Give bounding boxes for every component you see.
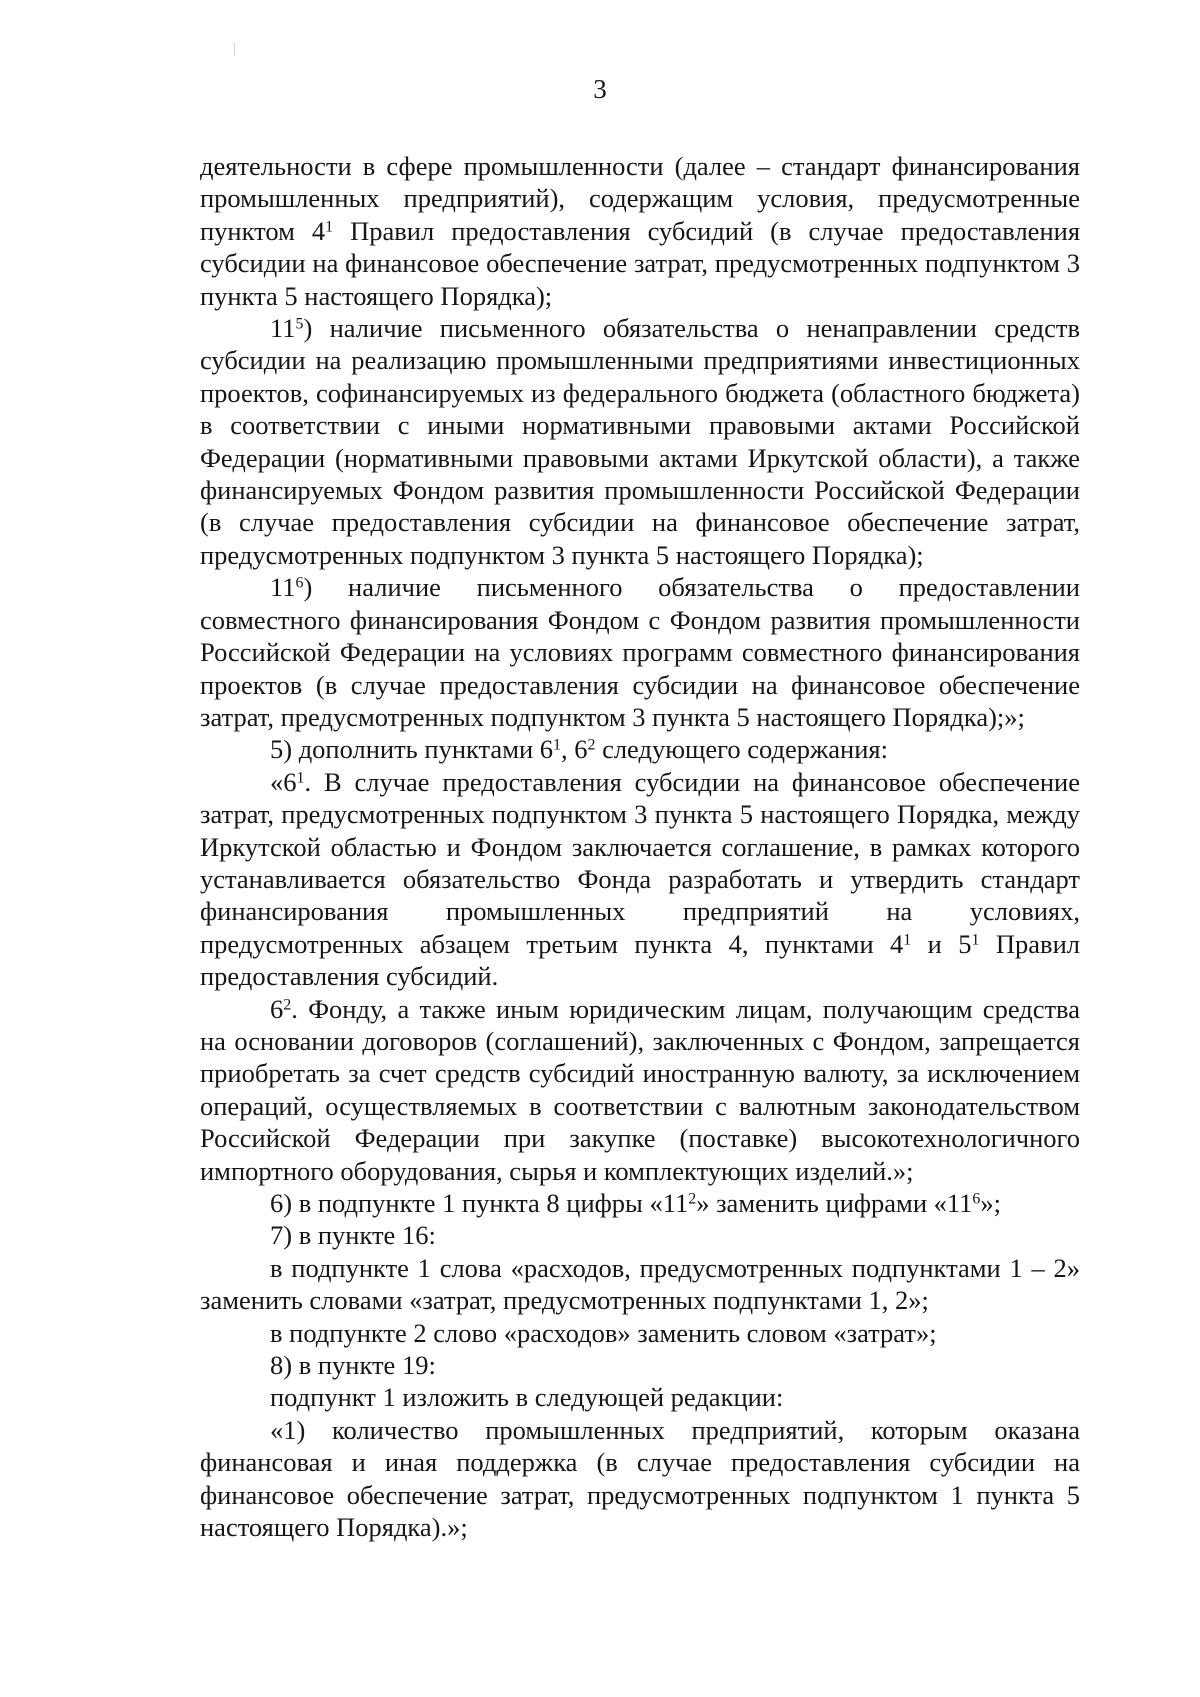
superscript: 1 [903, 931, 912, 949]
paragraph-text: 8) в пункте 19: [270, 1350, 436, 1381]
paragraph-text: 11 [270, 572, 296, 603]
paragraph [200, 733, 1080, 765]
paragraph [200, 1317, 1080, 1349]
paragraph-text: Правил предоставления субсидий. [200, 928, 1080, 992]
superscript: 6 [295, 574, 304, 592]
superscript: 6 [972, 1190, 981, 1208]
superscript: 5 [295, 315, 304, 333]
paragraph-text: 6) в подпункте 1 пункта 8 цифры «11 [270, 1188, 689, 1218]
paragraph [200, 1187, 1080, 1219]
paragraph-text: . В случае предоставления субсидии на финансовое обеспечение затрат, предусмотренных подпунктом 3 пункта 5 настоящего Порядка, между Иркутской областью и Фондом заключается соглашение, в рамках которого устанавливается обязательство Фонда разработать и утвердить стандарт финансирования промышленных предприятий на условиях, предусмотренных абзацем третьим пункта 4, пунктами 4 [200, 766, 1080, 959]
paragraph-text: 7) в пункте 16: [270, 1220, 436, 1251]
paragraph-text: » заменить цифрами «11 [696, 1188, 973, 1218]
paragraph [200, 1252, 1080, 1317]
paragraph-text: »; [980, 1188, 1001, 1218]
paragraph-text: и 5 [911, 928, 972, 959]
paragraph-text: ) наличие письменного обязательства о ненаправлении средств субсидии на реализацию промышленными предприятиями инвестиционных проектов, софинансируемых из федерального бюджета (областного бюджета) в соответствии с иными нормативными правовыми актами Российской Федерации (нормативными правовыми актами Иркутской области), а также финансируемых Фондом развития промышленности Российской Федерации (в случае предоставления субсидии на финансовое обеспечение затрат, предусмотренных подпунктом 3 пункта 5 настоящего Порядка); [200, 313, 1080, 570]
paragraph-text: в подпункте 1 слова «расходов, предусмотренных подпунктами 1 – 2» заменить словами «затрат, предусмотренных подпунктами 1, 2»; [200, 1252, 1080, 1316]
superscript: 1 [553, 736, 561, 754]
paragraph [200, 1219, 1080, 1251]
superscript: 1 [296, 768, 305, 786]
superscript: 1 [325, 218, 334, 236]
paragraph-text: в подпункте 2 слово «расходов» заменить словом «затрат»; [270, 1317, 937, 1348]
paragraph-text: 5) дополнить пунктами 6 [270, 734, 554, 765]
superscript: 2 [283, 995, 292, 1013]
paragraph [200, 150, 1080, 312]
paragraph-text: 6 [270, 993, 284, 1024]
paragraph-text: «1) количество промышленных предприятий, которым оказана финансовая и иная поддержка (в случае предоставления субсидии на финансовое обеспечение затрат, предусмотренных подпунктом 1 пункта 5 настоящего Порядка).»; [200, 1414, 1080, 1543]
paragraph [200, 1381, 1080, 1413]
paragraph-text: подпункт 1 изложить в следующей редакции: [270, 1382, 784, 1413]
paragraph [200, 766, 1080, 993]
paragraph-text: ) наличие письменного обязательства о предоставлении совместного финансирования Фондом с Фондом развития промышленности Российской Федерации на условиях программ совместного финансирования проектов (в случае предоставления субсидии на финансовое обеспечение затрат, предусмотренных подпунктом 3 пункта 5 настоящего Порядка);»; [200, 572, 1080, 732]
document-body [200, 150, 1080, 1543]
paragraph [200, 571, 1080, 733]
paragraph-text: деятельности в сфере промышленности (далее – стандарт финансирования промышленных предприятий), содержащим условия, предусмотренные пунктом 4 [200, 151, 1080, 246]
paragraph [200, 312, 1080, 571]
paragraph [200, 1349, 1080, 1381]
paragraph-text: «6 [270, 766, 297, 797]
paragraph [200, 1414, 1080, 1544]
paragraph-text: следующего содержания: [595, 734, 888, 765]
superscript: 1 [971, 931, 980, 949]
paragraph-text: Правил предоставления субсидий (в случае предоставления субсидии на финансовое обеспечение затрат, предусмотренных подпунктом 3 пункта 5 настоящего Порядка); [200, 215, 1081, 311]
superscript: 2 [587, 736, 596, 754]
page-number: 3 [593, 74, 607, 104]
paragraph-text: 11 [270, 313, 296, 344]
superscript: 2 [688, 1190, 697, 1208]
paragraph-text: . Фонду, а также иным юридическим лицам, получающим средства на основании договоров (соглашений), заключенных с Фондом, запрещается приобретать за счет средств субсидий иностранную валюту, за исключением операций, осуществляемых в соответствии с валютным законодательством Российской Федерации при закупке (поставке) высокотехнологичного импортного оборудования, сырья и комплектующих изделий.»; [200, 993, 1080, 1186]
paragraph-text: , 6 [560, 734, 588, 765]
paragraph [200, 993, 1080, 1187]
scan-artifact [234, 42, 235, 56]
